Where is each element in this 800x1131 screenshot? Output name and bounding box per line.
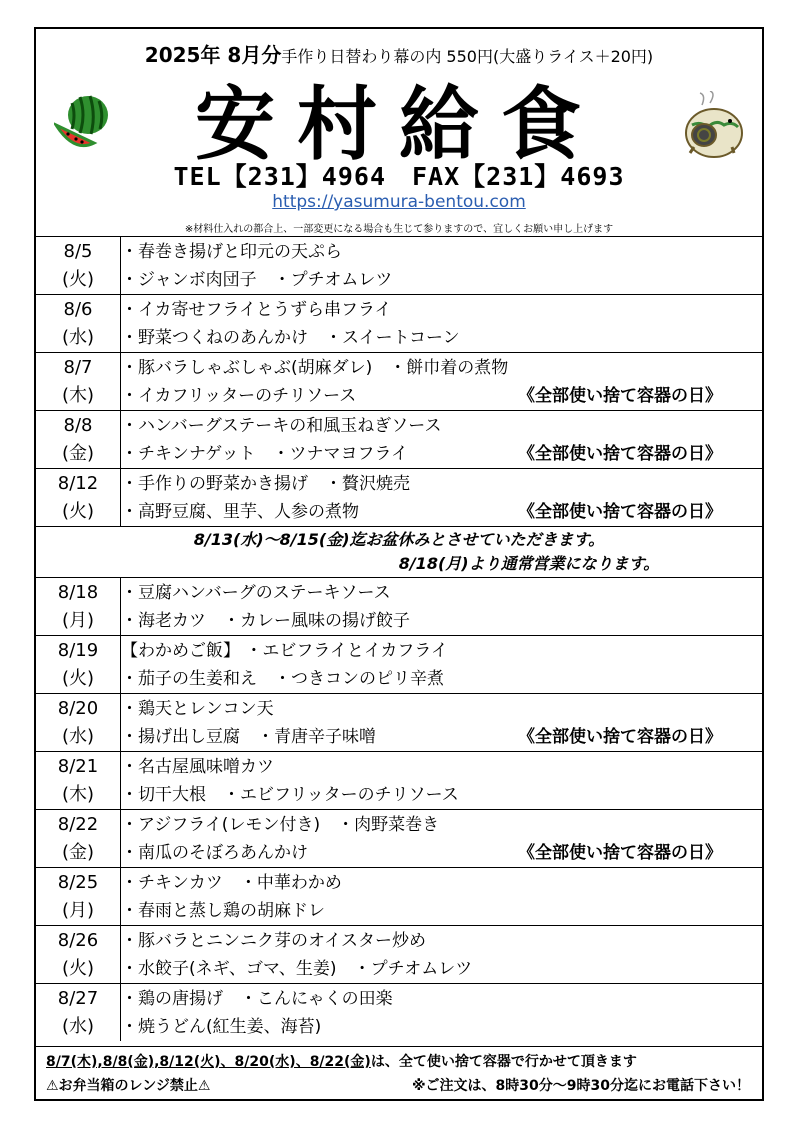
menu-row bbox=[36, 984, 762, 1042]
disposable-badge: 《全部使い捨て容器の日》 bbox=[518, 385, 722, 406]
footer bbox=[36, 1046, 762, 1099]
disposable-badge: 《全部使い捨て容器の日》 bbox=[518, 443, 722, 464]
menu-item-line-2-text: ・イカフリッターのチリソース bbox=[121, 385, 357, 406]
menu-weekday: (水) bbox=[61, 326, 95, 348]
menu-row bbox=[36, 353, 762, 411]
menu-items-cell bbox=[121, 984, 763, 1042]
menu-item-line-1: ・チキンカツ ・中華わかめ bbox=[121, 872, 342, 893]
menu-weekday: (火) bbox=[61, 268, 95, 290]
menu-weekday: (木) bbox=[61, 783, 95, 805]
menu-item-line-2-text: ・海老カツ ・カレー風味の揚げ餃子 bbox=[121, 610, 410, 631]
website-link[interactable] bbox=[36, 192, 762, 212]
menu-date-cell bbox=[36, 868, 121, 926]
disposable-text: は、全て使い捨て容器で行かせて頂きます bbox=[370, 1054, 637, 1070]
menu-date: 8/6 bbox=[63, 298, 93, 320]
menu-item-line-1: ・春巻き揚げと印元の天ぷら bbox=[121, 241, 342, 262]
menu-weekday: (水) bbox=[61, 1015, 95, 1037]
menu-item-line-2-text: ・高野豆腐、里芋、人参の煮物 bbox=[121, 501, 359, 522]
menu-row bbox=[36, 868, 762, 926]
menu-item-line-2 bbox=[121, 382, 762, 410]
menu-items-cell bbox=[121, 469, 763, 527]
menu-date-cell bbox=[36, 694, 121, 752]
menu-item-line-2-text: ・春雨と蒸し鶏の胡麻ドレ bbox=[121, 900, 325, 921]
menu-date-cell bbox=[36, 752, 121, 810]
menu-item-line-1: 【わかめご飯】 ・エビフライとイカフライ bbox=[121, 640, 448, 661]
subtitle: 手作り日替わり幕の内 550円(大盛りライス＋20円) bbox=[281, 47, 654, 66]
menu-weekday: (金) bbox=[61, 841, 95, 863]
menu-row bbox=[36, 237, 762, 295]
order-note: ※ご注文は、8時30分～9時30分迄にお電話下さい！ bbox=[411, 1078, 750, 1094]
menu-date: 8/20 bbox=[57, 697, 99, 719]
menu-date: 8/8 bbox=[63, 414, 93, 436]
menu-item-line-2 bbox=[121, 440, 762, 468]
menu-item-line-2-text: ・チキンナゲット ・ツナマヨフライ bbox=[121, 443, 408, 464]
menu-item-line-1: ・イカ寄せフライとうずら串フライ bbox=[121, 299, 392, 320]
header bbox=[36, 29, 762, 236]
menu-items-cell bbox=[121, 578, 763, 636]
menu-date-cell bbox=[36, 578, 121, 636]
menu-items-cell bbox=[121, 868, 763, 926]
menu-date-cell bbox=[36, 295, 121, 353]
menu-item-line-2 bbox=[121, 665, 762, 693]
brand-title: 安村給食 bbox=[195, 77, 603, 171]
menu-items-cell bbox=[121, 694, 763, 752]
menu-date: 8/22 bbox=[57, 813, 99, 835]
menu-item-line-2 bbox=[121, 897, 762, 925]
disposable-badge: 《全部使い捨て容器の日》 bbox=[518, 726, 722, 747]
contact-line: TEL【231】4964 FAX【231】4693 bbox=[173, 162, 625, 191]
menu-item-line-2 bbox=[121, 266, 762, 294]
menu-items-cell bbox=[121, 295, 763, 353]
disposable-badge: 《全部使い捨て容器の日》 bbox=[518, 501, 722, 522]
header-top-line bbox=[36, 39, 762, 68]
menu-item-line-2-text: ・切干大根 ・エビフリッターのチリソース bbox=[121, 784, 459, 805]
menu-item-line-2 bbox=[121, 324, 762, 352]
menu-item-line-1: ・手作りの野菜かき揚げ ・贅沢焼売 bbox=[121, 473, 410, 494]
menu-row bbox=[36, 578, 762, 636]
menu-row bbox=[36, 411, 762, 469]
menu-date: 8/26 bbox=[57, 929, 99, 951]
menu-items-cell bbox=[121, 636, 763, 694]
menu-item-line-2-text: ・揚げ出し豆腐 ・青唐辛子味噌 bbox=[121, 726, 376, 747]
menu-row bbox=[36, 810, 762, 868]
menu-weekday: (月) bbox=[61, 609, 95, 631]
menu-weekday: (木) bbox=[61, 384, 95, 406]
menu-date: 8/25 bbox=[57, 871, 99, 893]
menu-item-line-2 bbox=[121, 839, 762, 867]
menu-date: 8/27 bbox=[57, 987, 99, 1009]
menu-items-cell bbox=[121, 752, 763, 810]
menu-item-line-1: ・豆腐ハンバーグのステーキソース bbox=[121, 582, 391, 603]
menu-weekday: (金) bbox=[61, 442, 95, 464]
menu-item-line-2 bbox=[121, 723, 762, 751]
website-url[interactable]: https://yasumura-bentou.com bbox=[272, 192, 526, 212]
menu-date-cell bbox=[36, 984, 121, 1042]
closure-row bbox=[36, 527, 762, 578]
microwave-warning: ⚠お弁当箱のレンジ禁止⚠ bbox=[46, 1078, 211, 1094]
menu-table bbox=[36, 236, 762, 1041]
menu-date: 8/7 bbox=[63, 356, 93, 378]
menu-item-line-2 bbox=[121, 498, 762, 526]
menu-item-line-1: ・ハンバーグステーキの和風玉ねぎソース bbox=[121, 415, 442, 436]
menu-date: 8/5 bbox=[63, 240, 93, 262]
menu-item-line-2-text: ・野菜つくねのあんかけ ・スイートコーン bbox=[121, 327, 460, 348]
menu-items-cell bbox=[121, 926, 763, 984]
menu-item-line-2 bbox=[121, 955, 762, 983]
menu-date: 8/18 bbox=[57, 581, 99, 603]
menu-item-line-1: ・豚バラしゃぶしゃぶ(胡麻ダレ) ・餅巾着の煮物 bbox=[121, 357, 509, 378]
menu-date-cell bbox=[36, 810, 121, 868]
menu-item-line-1: ・鶏天とレンコン天 bbox=[121, 698, 274, 719]
supply-note: ※材料仕入れの都合上、一部変更になる場合も生じて参りますので、宜しくお願い申し上げます bbox=[184, 224, 614, 235]
menu-date-cell bbox=[36, 411, 121, 469]
menu-date: 8/21 bbox=[57, 755, 99, 777]
menu-date-cell bbox=[36, 469, 121, 527]
menu-item-line-2 bbox=[121, 607, 762, 635]
disposable-dates: 8/7(木),8/8(金),8/12(火)、8/20(水)、8/22(金) bbox=[46, 1054, 371, 1070]
menu-weekday: (火) bbox=[61, 667, 95, 689]
menu-date: 8/12 bbox=[57, 472, 99, 494]
menu-items-cell bbox=[121, 411, 763, 469]
menu-weekday: (火) bbox=[61, 957, 95, 979]
menu-item-line-2-text: ・ジャンボ肉団子 ・プチオムレツ bbox=[121, 269, 393, 290]
year-month: 2025年 8月分 bbox=[144, 43, 282, 67]
menu-weekday: (水) bbox=[61, 725, 95, 747]
menu-items-cell bbox=[121, 237, 763, 295]
menu-item-line-2-text: ・水餃子(ネギ、ゴマ、生姜) ・プチオムレツ bbox=[121, 958, 473, 979]
menu-date-cell bbox=[36, 353, 121, 411]
mosquito-coil-pig-icon bbox=[680, 91, 746, 161]
menu-items-cell bbox=[121, 810, 763, 868]
menu-row bbox=[36, 469, 762, 527]
disposable-note bbox=[46, 1051, 637, 1071]
menu-row bbox=[36, 694, 762, 752]
menu-item-line-1: ・名古屋風味噌カツ bbox=[121, 756, 274, 777]
menu-row bbox=[36, 926, 762, 984]
closure-line-1: 8/13(水)～8/15(金)迄お盆休みとさせていただきます。 bbox=[193, 530, 605, 549]
menu-sheet bbox=[34, 27, 764, 1101]
menu-date-cell bbox=[36, 237, 121, 295]
menu-date: 8/19 bbox=[57, 639, 99, 661]
menu-row bbox=[36, 295, 762, 353]
menu-weekday: (火) bbox=[61, 500, 95, 522]
menu-date-cell bbox=[36, 926, 121, 984]
menu-item-line-2 bbox=[121, 1013, 762, 1041]
menu-item-line-2-text: ・茄子の生姜和え ・つきコンのピリ辛煮 bbox=[121, 668, 444, 689]
menu-date-cell bbox=[36, 636, 121, 694]
menu-item-line-1: ・鶏の唐揚げ ・こんにゃくの田楽 bbox=[121, 988, 393, 1009]
menu-row bbox=[36, 752, 762, 810]
closure-line-2: 8/18(月)より通常営業になります。 bbox=[398, 554, 660, 573]
menu-items-cell bbox=[121, 353, 763, 411]
menu-item-line-1: ・豚バラとニンニク芽のオイスター炒め bbox=[121, 930, 426, 951]
menu-item-line-2-text: ・南瓜のそぼろあんかけ bbox=[121, 842, 308, 863]
disposable-badge: 《全部使い捨て容器の日》 bbox=[518, 842, 722, 863]
menu-weekday: (月) bbox=[61, 899, 95, 921]
menu-item-line-2-text: ・焼うどん(紅生姜、海苔) bbox=[121, 1016, 322, 1037]
menu-row bbox=[36, 636, 762, 694]
menu-item-line-2 bbox=[121, 781, 762, 809]
menu-item-line-1: ・アジフライ(レモン付き) ・肉野菜巻き bbox=[121, 814, 440, 835]
